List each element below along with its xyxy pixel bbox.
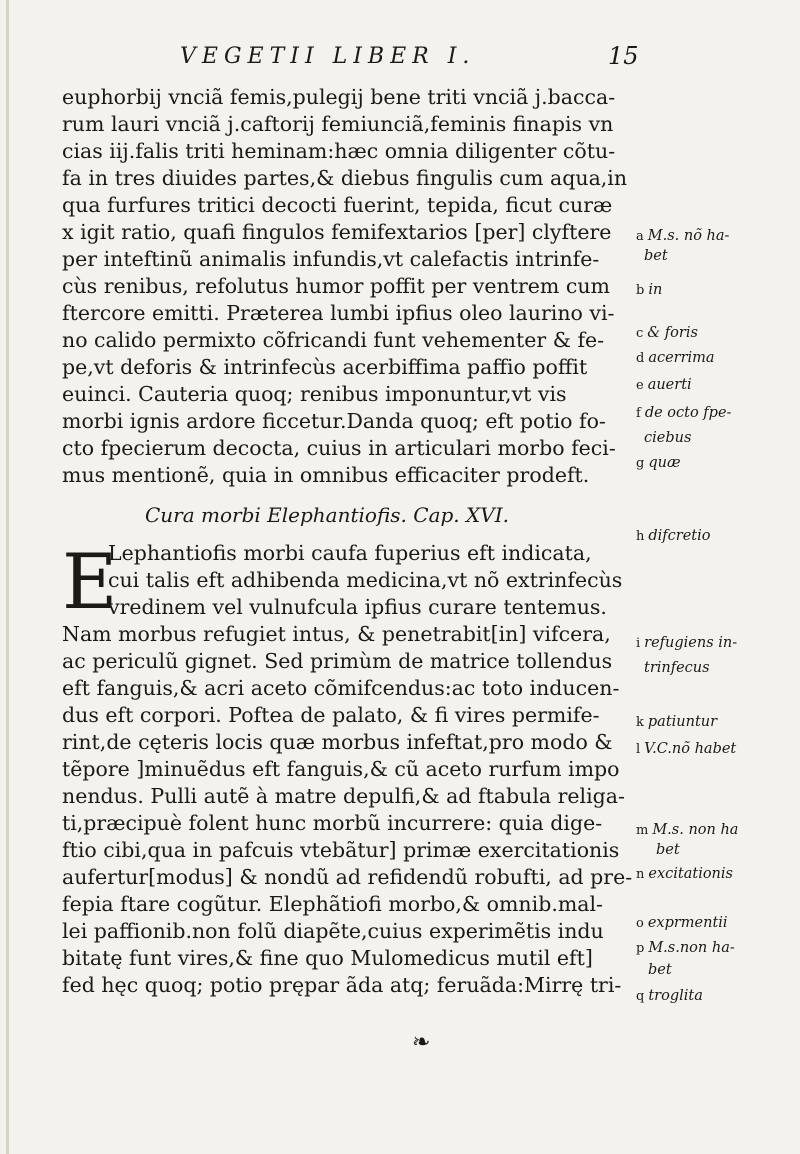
text-line: vredinem vel vulnufcula ipfius curare tentemus. — [108, 595, 607, 619]
text-line: fa in tres diuides partes,& diebus fingulis cum aqua,in — [62, 166, 628, 190]
running-head: VEGETII LIBER I. — [180, 44, 476, 69]
margin-note: h difcretio — [636, 528, 711, 544]
text-line: rum lauri vnciã j.caftorij femiunciã,feminis finapis vn — [62, 112, 614, 136]
text-line: cto fpecierum decocta, cuius in articulari morbo feci- — [62, 436, 616, 460]
page-edge-shadow — [6, 0, 9, 1154]
text-line: cui talis eft adhibenda medicina,vt nõ extrinfecùs — [108, 568, 623, 592]
margin-note: e auerti — [636, 377, 692, 393]
text-line: per inteftinũ animalis infundis,vt calefactis intrinfe- — [62, 247, 600, 271]
text-line: pe,vt deforis & intrinfecùs acerbiffima paffio poffit — [62, 355, 588, 379]
text-line: tẽpore ]minuẽdus eft fanguis,& cũ aceto rurfum impo — [62, 757, 620, 781]
text-line: rint,de cęteris locis quæ morbus infeftat,pro modo & — [62, 730, 613, 754]
text-line: dus eft corpori. Poftea de palato, & fi vires permife- — [62, 703, 600, 727]
text-line: nendus. Pulli autẽ à matre depulfi,& ad ftabula religa- — [62, 784, 625, 808]
chapter-heading: Cura morbi Elephantiofis. Cap. XVI. — [145, 503, 509, 527]
text-line: cias iij.falis triti heminam:hæc omnia diligenter cõtu- — [62, 139, 616, 163]
text-line: ti,præcipuè folent hunc morbũ incurrere: quia dige- — [62, 811, 603, 835]
margin-note: g quæ — [636, 455, 681, 471]
margin-note: ciebus — [644, 430, 692, 446]
margin-note: d acerrima — [636, 350, 715, 366]
margin-note: bet — [648, 962, 672, 978]
text-line: bitatę funt vires,& fine quo Mulomedicus mutil eft] — [62, 946, 593, 970]
paragraph-1 — [62, 84, 632, 489]
text-line: eft fanguis,& acri aceto cõmifcendus:ac toto inducen- — [62, 676, 620, 700]
text-line: Lephantiofis morbi caufa fuperius eft indicata, — [108, 541, 592, 565]
folio-number: 15 — [608, 42, 639, 70]
text-line: aufertur[modus] & nondũ ad refidendũ robufti, ad pre- — [62, 865, 632, 889]
paragraph-2 — [62, 537, 632, 999]
text-line: cùs renibus, refolutus humor poffit per ventrem cum — [62, 274, 610, 298]
margin-note: m M.s. non ha — [636, 822, 739, 838]
margin-note: f de octo fpe- — [636, 405, 732, 421]
text-line: lei paffionib.non folũ diapẽte,cuius experimẽtis indu — [62, 919, 604, 943]
text-line: ftercore emitti. Præterea lumbi ipfius oleo laurino vi- — [62, 301, 615, 325]
text-line: ac periculũ gignet. Sed primùm de matrice tollendus — [62, 649, 613, 673]
margin-note: p M.s.non ha- — [636, 940, 735, 956]
margin-note: l V.C.nõ habet — [636, 741, 737, 757]
text-line: euinci. Cauteria quoq; renibus imponuntur,vt vis — [62, 382, 567, 406]
margin-note: a M.s. nõ ha- — [636, 228, 730, 244]
margin-note: bet — [644, 248, 668, 264]
margin-note: n excitationis — [636, 866, 733, 882]
text-line: fed hęc quoq; potio prępar ãda atq; feruãda:Mirrę tri- — [62, 973, 622, 997]
margin-note: b in — [636, 282, 663, 298]
text-line: fepia ftare cogũtur. Elephãtiofi morbo,& omnib.mal- — [62, 892, 603, 916]
text-line: qua furfures tritici decocti fuerint, tepida, ficut curæ — [62, 193, 613, 217]
drop-cap: E — [62, 537, 118, 626]
margin-note: trinfecus — [644, 660, 710, 676]
margin-note: k patiuntur — [636, 714, 718, 730]
margin-note: c & foris — [636, 325, 698, 341]
text-line: morbi ignis ardore ficcetur.Danda quoq; eft potio fo- — [62, 409, 606, 433]
margin-note: o exprmentii — [636, 915, 728, 931]
text-line: euphorbij vnciã femis,pulegij bene triti vnciã j.bacca- — [62, 85, 616, 109]
text-line: ftio cibi,qua in pafcuis vtebãtur] primæ exercitationis — [62, 838, 620, 862]
text-line: x igit ratio, quafi fingulos femifextarios [per] clyftere — [62, 220, 612, 244]
text-line: Nam morbus refugiet intus, & penetrabit[in] vifcera, — [62, 622, 611, 646]
text-line: mus mentionẽ, quia in omnibus efficaciter prodeft. — [62, 463, 590, 487]
margin-note: bet — [656, 842, 680, 858]
text-line: no calido permixto cõfricandi funt vehementer & fe- — [62, 328, 605, 352]
margin-note: i refugiens in- — [636, 635, 738, 651]
ornament-icon: ❧ — [412, 1030, 431, 1055]
margin-note: q troglita — [636, 988, 703, 1004]
